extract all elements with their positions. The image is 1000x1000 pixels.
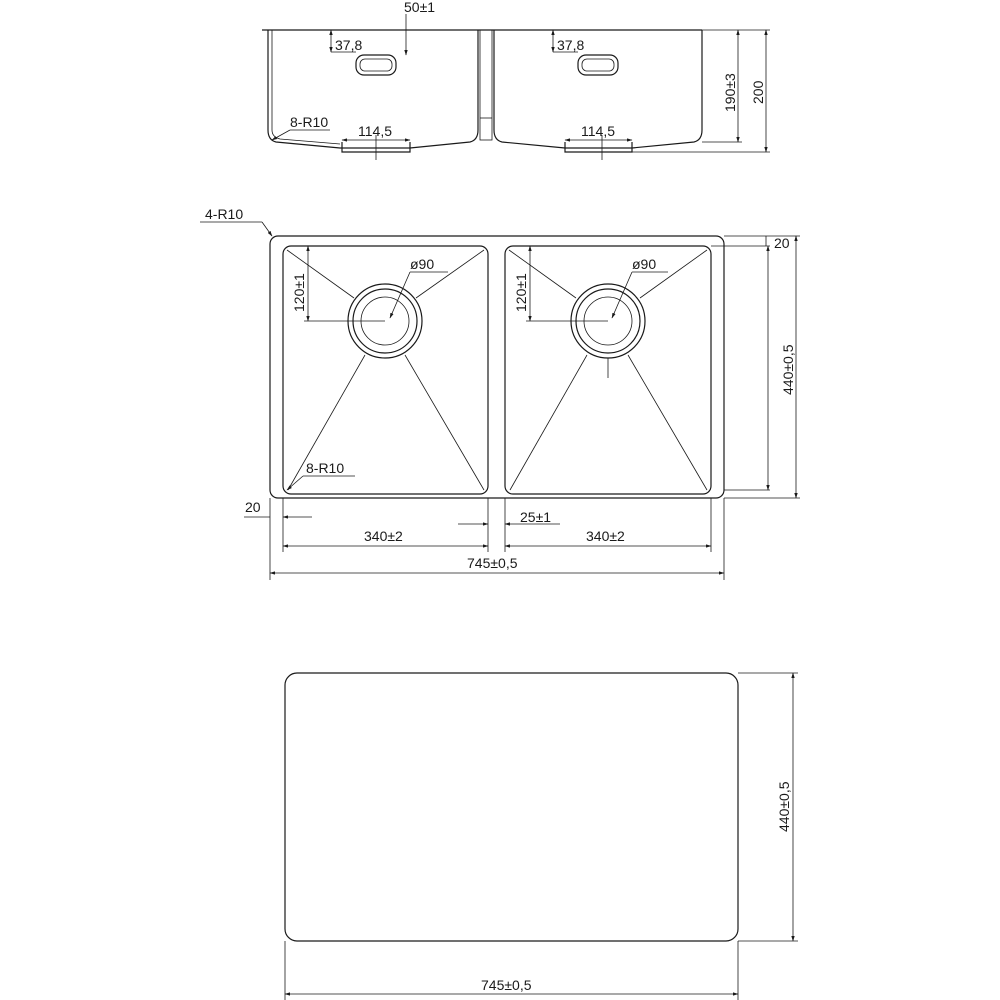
overall-depth-label: 440±0,5	[780, 344, 796, 395]
overall-width-label: 745±0,5	[467, 555, 518, 571]
cutout-width-label: 745±0,5	[481, 977, 532, 993]
inner-depth-label: 190±3	[722, 73, 738, 112]
overflow-slot-right	[578, 55, 618, 75]
drain-offset-left-label: 120±1	[291, 273, 307, 312]
total-depth-label: 200	[750, 80, 766, 104]
overflow-offset-left-label: 37,8	[335, 37, 363, 53]
drain-diameter-right-label: ø90	[632, 256, 657, 272]
side-corner-radius-label: 8-R10	[290, 114, 329, 130]
overflow-slot-left	[356, 55, 396, 75]
overflow-offset-right-label: 37,8	[557, 37, 585, 53]
rim-top-label: 20	[774, 235, 790, 251]
side-view	[262, 0, 770, 160]
sink-outline	[270, 236, 724, 498]
rim-left-label: 20	[245, 499, 261, 515]
cutout-depth-label: 440±0,5	[776, 781, 792, 832]
left-bowl	[283, 246, 488, 494]
bowl-width-right-label: 340±2	[586, 528, 625, 544]
overflow-width-label: 50±1	[404, 0, 436, 15]
cutout-view	[285, 673, 798, 1000]
outer-corner-radius-label: 4-R10	[205, 206, 244, 222]
cutout-outline	[285, 673, 738, 941]
drain-offset-right-label: 120±1	[513, 273, 529, 312]
bowl-width-left-label: 340±2	[364, 528, 403, 544]
top-view	[200, 206, 800, 580]
drain-width-right-label: 114,5	[581, 123, 615, 139]
inner-corner-radius-label: 8-R10	[306, 460, 345, 476]
drain-diameter-left-label: ø90	[410, 256, 435, 272]
divider-width-label: 25±1	[520, 509, 552, 525]
drain-width-left-label: 114,5	[358, 123, 392, 139]
